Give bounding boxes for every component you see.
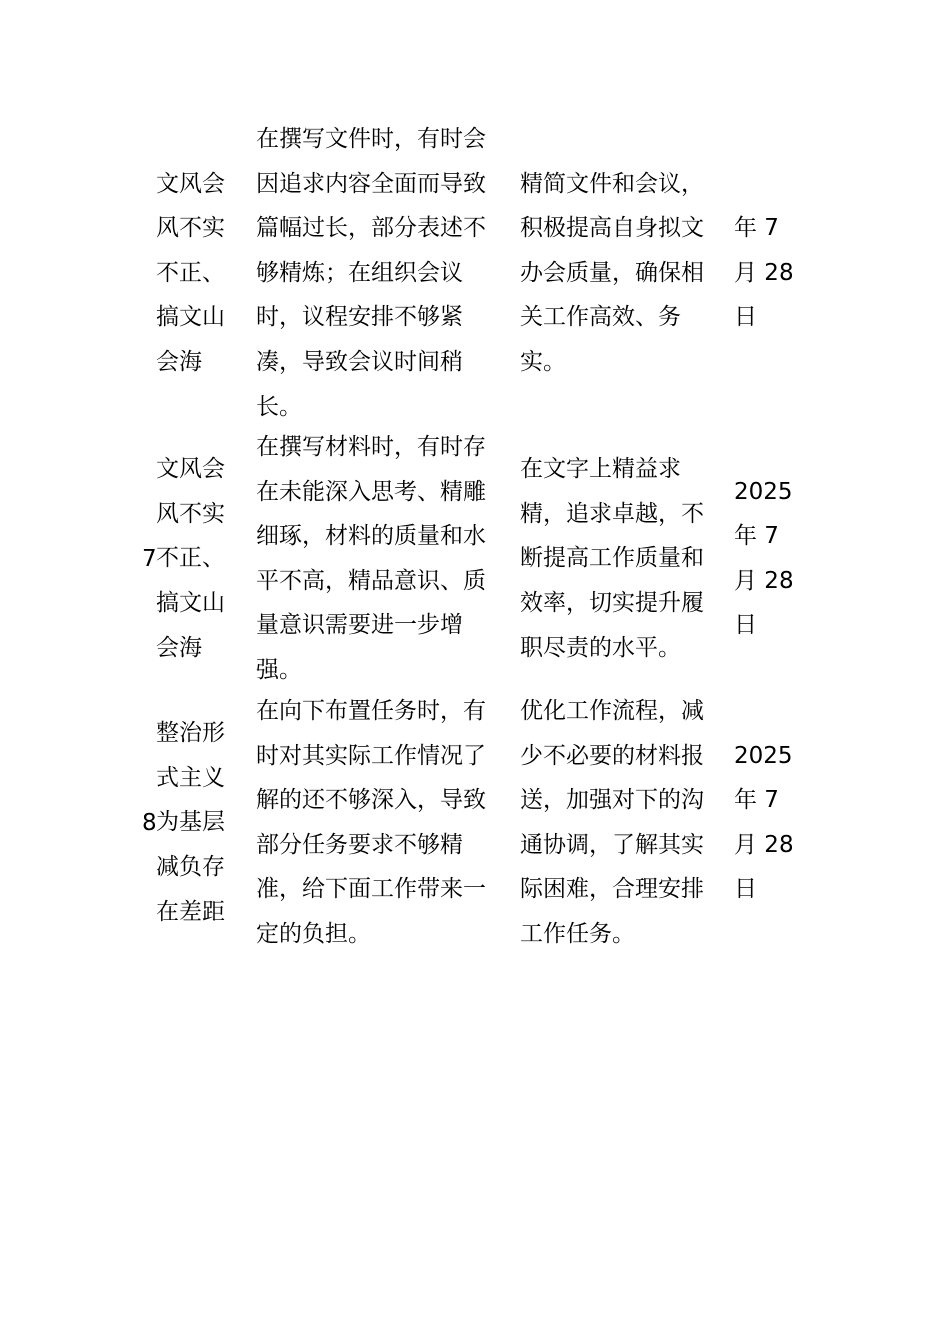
category-cell: 文风会 风不实 不正、 搞文山 会海 [156, 456, 225, 661]
category-cell: 文风会 风不实 不正、 搞文山 会海 [156, 170, 225, 375]
problem-cell: 在撰写文件时，有时会 因追求内容全面而导致 篇幅过长，部分表述不 够精炼；在组织会议 时，议程安排不够紧 凑，导致会议时间稍 长。 [256, 126, 486, 420]
date-cell: 2025 年 7 月 28 日 [734, 742, 794, 903]
date-cell: 年 7 月 28 日 [734, 215, 794, 331]
measure-cell: 在文字上精益求 精，追求卓越，不 断提高工作质量和 效率，切实提升履 职尽责的水平。 [520, 456, 704, 661]
category-cell: 整治形 式主义 为基层 减负存 在差距 [156, 720, 225, 925]
date-cell: 2025 年 7 月 28 日 [734, 478, 794, 639]
problem-cell: 在向下布置任务时，有 时对其实际工作情况了 解的还不够深入，导致 部分任务要求不够精 准，给下面工作带来一 定的负担。 [256, 698, 486, 947]
problem-cell: 在撰写材料时，有时存 在未能深入思考、精雕 细琢，材料的质量和水 平不高，精品意识、质 量意识需要进一步增 强。 [256, 434, 486, 683]
measure-cell: 精简文件和会议， 积极提高自身拟文 办会质量，确保相 关工作高效、务 实。 [520, 170, 704, 375]
measure-cell: 优化工作流程，减 少不必要的材料报 送，加强对下的沟 通协调，了解其实 际困难，合理安排 工作任务。 [520, 698, 704, 947]
row-number: 8 [142, 809, 157, 836]
row-number: 7 [142, 545, 157, 572]
